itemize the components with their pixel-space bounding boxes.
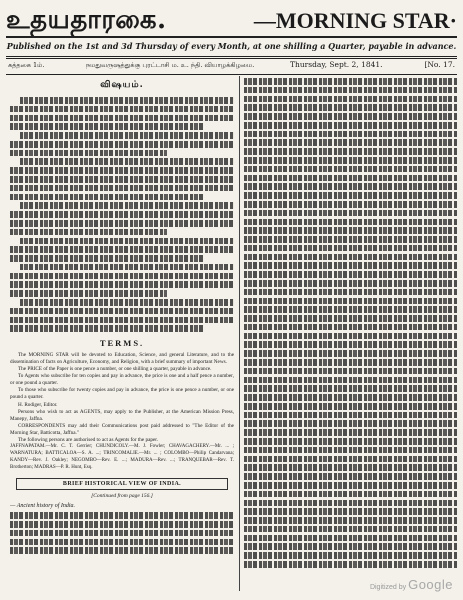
text-line [20, 264, 234, 271]
text-line [10, 547, 234, 554]
masthead-title-english: —MORNING STAR· [253, 8, 457, 33]
text-line [10, 281, 234, 288]
text-line [10, 255, 203, 262]
text-line [244, 403, 457, 410]
text-line [244, 113, 457, 120]
text-line [244, 561, 457, 568]
subtitle-rule-bottom [6, 58, 457, 59]
contents-heading: விஷயம். [100, 80, 144, 90]
text-line [20, 238, 234, 245]
text-line [10, 176, 234, 183]
terms-paragraph-4: To those who subscribe for twenty copies and pay in advance, the price is one pence a number, or one pound a quarter. [10, 387, 234, 401]
text-line [244, 104, 457, 111]
text-line [244, 236, 457, 243]
terms-paragraph-1: The MORNING STAR will be devoted to Education, Science, and general Literature, and to the dissemination of facts on Agriculture, Economy, and Religion, with a brief summary of important News. [10, 351, 234, 365]
terms-paragraph-2: The PRICE of the Paper is one pence a number, or one shilling a quarter, payable in advance. [18, 366, 212, 373]
text-line [244, 552, 457, 559]
text-line [244, 157, 457, 164]
text-line [10, 123, 203, 130]
text-line [244, 201, 457, 208]
text-line [10, 229, 167, 236]
text-line [244, 148, 457, 155]
text-line [244, 289, 457, 296]
issue-number: [No. 17. [424, 60, 455, 69]
tamil-date: நமதுவருஷத்துக்கு புரட்டாசி ம. உ. ந்தி. வியாழக்கிழமை. [86, 61, 255, 69]
text-line [244, 456, 457, 463]
continued-note: [Continued from page 156.] [91, 493, 153, 500]
text-line [10, 185, 234, 192]
terms-paragraph-correspondents: CORRESPONDENTS may add their Communications post paid addressed to "The Editor of the Morning Star, Batticotta, Jaffna." [10, 422, 234, 436]
text-line [244, 500, 457, 507]
text-line [10, 115, 234, 122]
text-line [244, 87, 457, 94]
text-line [10, 167, 234, 174]
text-line [20, 97, 234, 104]
right-column [244, 78, 457, 592]
editor-line: H. Rodiger, Editor. [18, 401, 58, 408]
text-line [244, 385, 457, 392]
text-line [244, 508, 457, 515]
text-line [244, 394, 457, 401]
text-line [244, 210, 457, 217]
text-line [10, 290, 167, 297]
text-line [244, 245, 457, 252]
text-line [20, 202, 234, 209]
text-line [244, 341, 457, 348]
masthead-rule [6, 36, 457, 38]
text-line [244, 420, 457, 427]
text-line [244, 543, 457, 550]
terms-paragraph-authorised: The following persons are authorised to act as Agents for the paper. [18, 437, 159, 444]
text-line [10, 194, 203, 201]
text-line [244, 122, 457, 129]
english-date: Thursday, Sept. 2, 1841. [290, 60, 383, 69]
text-line [10, 308, 234, 315]
google-watermark [370, 577, 453, 592]
text-line [244, 324, 457, 331]
column-divider [239, 76, 240, 591]
text-line [244, 438, 457, 445]
text-line [244, 131, 457, 138]
text-line [20, 299, 234, 306]
text-line [10, 211, 234, 218]
text-line [10, 150, 167, 157]
text-line [244, 429, 457, 436]
text-line [244, 377, 457, 384]
text-line [244, 262, 457, 269]
text-line [10, 512, 234, 519]
text-line [244, 447, 457, 454]
text-line [244, 315, 457, 322]
text-line [10, 141, 234, 148]
text-line [244, 254, 457, 261]
agents-list: JAFFNAPATAM.—Mr. C. T. Gerrier; CHUNDICOLY.—M. J. Fowler; CHAVAGACHERY.—Mr. ... ; WARNATURA; BATTICALOA—S. A. ...; TRINCOMALIE.—Mr. ... ; COLOMBO—Philip Candarvana; KANDY—Rev. J. Oakley; NEGOMBO—Rev. E. ...; MADURA—Rev. ...; TRANQUEBAR—Rev. T. Brotherton; MADRAS—P. R. Hunt, Esq. [10, 444, 234, 470]
subtitle-rule-top [6, 56, 457, 57]
issue-info-bar [6, 61, 457, 73]
text-line [244, 227, 457, 234]
text-line [244, 517, 457, 524]
info-rule [6, 74, 457, 75]
history-body-text [10, 512, 234, 554]
text-line [10, 220, 234, 227]
text-line [244, 359, 457, 366]
text-line [20, 132, 234, 139]
text-line [10, 530, 234, 537]
tamil-article-text [244, 78, 457, 568]
text-line [244, 175, 457, 182]
text-line [10, 521, 234, 528]
text-line [244, 96, 457, 103]
text-line [244, 139, 457, 146]
terms-heading: TERMS. [99, 337, 145, 348]
masthead [6, 6, 457, 34]
text-line [10, 317, 234, 324]
text-line [244, 526, 457, 533]
text-line [244, 368, 457, 375]
terms-paragraph-3: To Agents who subscribe for ten copies and pay in advance, the price is one and a half pence a number, or one pound a quarter. [10, 373, 234, 387]
text-line [244, 271, 457, 278]
publication-subtitle: Published on the 1st and 3d Thursday of every Month, at one shilling a Quarter, payable in advance. [6, 41, 457, 51]
text-line [244, 473, 457, 480]
tamil-contents-block [10, 97, 234, 332]
text-line [244, 280, 457, 287]
text-line [244, 333, 457, 340]
masthead-title-tamil: உதயதாரகை. [6, 5, 167, 35]
text-line [244, 464, 457, 471]
terms-paragraph-agents: Persons who wish to act as AGENTS, may apply to the Publisher, at the American Mission Press, Manepy, Jaffna. [10, 408, 234, 422]
text-line [244, 491, 457, 498]
text-line [244, 78, 457, 85]
google-logo: Google [408, 577, 453, 592]
text-line [244, 412, 457, 419]
text-line [244, 306, 457, 313]
text-line [10, 246, 234, 253]
text-line [244, 350, 457, 357]
digitized-by-label: Digitized by [369, 584, 407, 591]
text-line [244, 183, 457, 190]
section-subheading: — Ancient history of India. [10, 503, 76, 510]
text-line [244, 482, 457, 489]
text-line [244, 192, 457, 199]
text-line [244, 298, 457, 305]
text-line [10, 539, 234, 546]
left-column [10, 78, 234, 592]
text-line [244, 219, 457, 226]
text-line [10, 106, 234, 113]
text-line [10, 325, 203, 332]
text-line [244, 166, 457, 173]
text-line [244, 535, 457, 542]
section-box-title: BRIEF HISTORICAL VIEW OF INDIA. [16, 478, 228, 490]
volume-label: கத்தகை 1ம். [8, 61, 45, 69]
text-line [20, 158, 234, 165]
text-line [10, 273, 234, 280]
